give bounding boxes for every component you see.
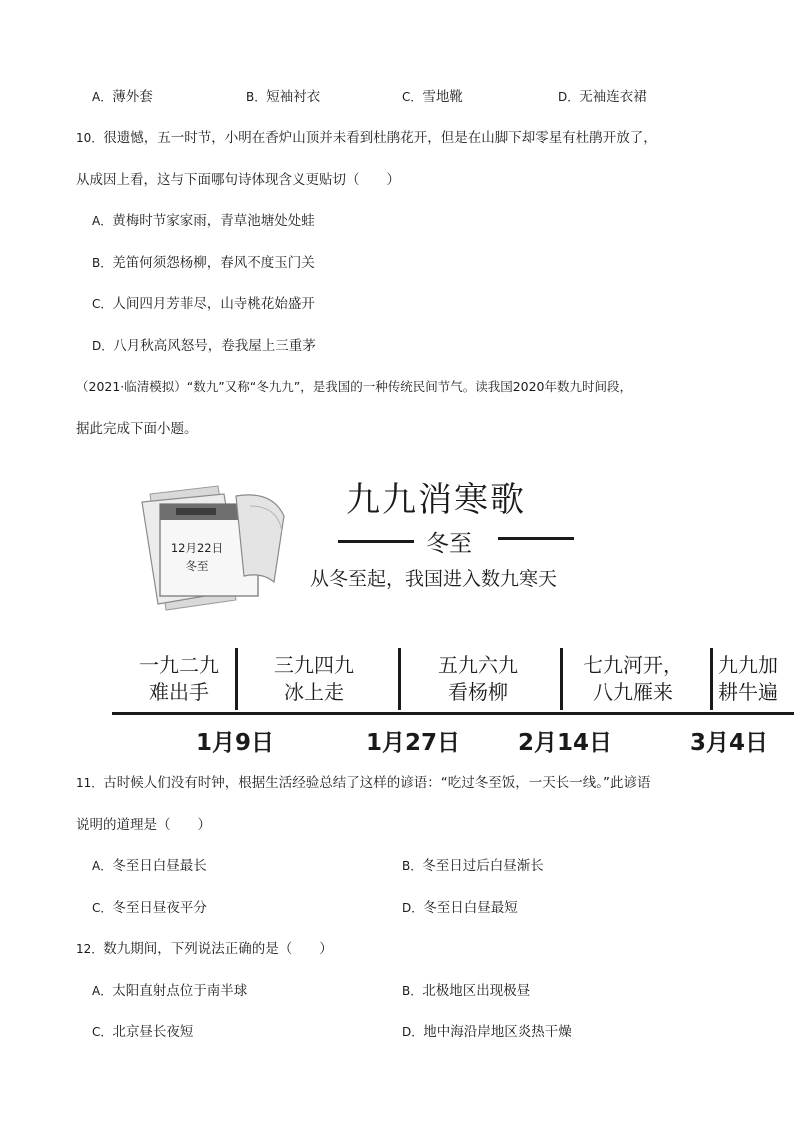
segment-line: 七九河开，: [583, 653, 683, 677]
option-text: 短袖衬衣: [266, 89, 321, 105]
option-text: 薄外套: [112, 89, 153, 105]
segment-4: [568, 652, 698, 706]
date-label: 1月27日: [366, 730, 461, 756]
option-label: D．: [558, 90, 580, 104]
q12-option-a: [92, 982, 247, 1000]
option-text: 冬至日白昼最短: [423, 900, 518, 916]
option-label: A．: [92, 214, 113, 228]
segment-divider: [710, 648, 713, 710]
segment-divider: [560, 648, 563, 710]
question-text: 数九期间，下列说法正确的是（ ）: [103, 941, 333, 957]
option-label: B．: [402, 859, 423, 873]
q10-option-b: [92, 254, 315, 272]
figure-title: 九九消寒歌: [346, 480, 526, 520]
q12-stem-line1: [76, 940, 333, 958]
option-text: 黄梅时节家家雨，青草池塘处处蛙: [112, 213, 315, 229]
date-label: 3月4日: [690, 730, 769, 756]
segment-line: 冰上走: [284, 680, 344, 704]
segment-line: 看杨柳: [448, 680, 508, 704]
q11-option-a: [92, 857, 207, 875]
jiujiu-figure: [112, 462, 794, 762]
date-label: 2月14日: [518, 730, 613, 756]
intro-line1: （2021·临清模拟）“数九”又称“冬九九”，是我国的一种传统民间节气。读我国2020年数九时间段，: [76, 379, 633, 394]
q9-option-c: [402, 88, 463, 106]
subtitle-rule-right: [498, 537, 574, 540]
q11-option-d: [402, 899, 518, 917]
option-label: D．: [92, 339, 114, 353]
option-label: B．: [402, 984, 423, 998]
intro-line2: 据此完成下面小题。: [76, 421, 198, 437]
option-label: D．: [402, 1025, 424, 1039]
option-label: C．: [92, 1025, 113, 1039]
option-text: 冬至日白昼最长: [112, 858, 207, 874]
q10-option-d: [92, 337, 316, 355]
segment-3: [412, 652, 544, 706]
segment-line: 八九雁来: [593, 680, 673, 704]
option-text: 北极地区出现极昼: [422, 983, 531, 999]
q10-option-c: [92, 295, 315, 313]
q11-option-b: [402, 857, 544, 875]
option-text: 北京昼长夜短: [112, 1024, 194, 1040]
segment-divider: [235, 648, 238, 710]
q12-option-d: [402, 1023, 572, 1041]
figure-subtitle: 冬至: [426, 531, 472, 557]
q10-stem-line2: 从成因上看，这与下面哪句诗体现含义更贴切（ ）: [76, 172, 400, 188]
segment-line: 三九四九: [274, 653, 354, 677]
question-text: 很遗憾，五一时节，小明在香炉山顶并未看到杜鹃花开，但是在山脚下却零星有杜鹃开放了，: [103, 130, 657, 146]
option-label: C．: [402, 90, 423, 104]
q11-stem-line2: 说明的道理是（ ）: [76, 817, 211, 833]
q11-option-c: [92, 899, 207, 917]
segment-divider: [398, 648, 401, 710]
segment-line: 耕牛遍: [718, 680, 778, 704]
segment-5: [718, 652, 794, 706]
q9-option-d: [558, 88, 647, 106]
question-number: 12．: [76, 942, 104, 956]
option-text: 无袖连衣裙: [579, 89, 647, 105]
segment-line: 难出手: [149, 680, 209, 704]
option-text: 羌笛何须怨杨柳，春风不度玉门关: [112, 255, 315, 271]
option-label: A．: [92, 984, 113, 998]
option-label: A．: [92, 859, 113, 873]
q9-option-b: [246, 88, 320, 106]
segment-line: 一九二九: [139, 653, 219, 677]
figure-description: 从冬至起，我国进入数九寒天: [310, 568, 558, 590]
question-number: 10．: [76, 131, 104, 145]
q10-option-a: [92, 212, 315, 230]
option-text: 冬至日昼夜平分: [112, 900, 207, 916]
question-number: 11．: [76, 776, 104, 790]
option-label: A．: [92, 90, 113, 104]
segment-2: [250, 652, 378, 706]
q12-option-c: [92, 1023, 193, 1041]
timeline-axis: [112, 712, 794, 715]
date-label: 1月9日: [196, 730, 275, 756]
segment-1: [124, 652, 234, 706]
q10-stem-line1: [76, 129, 657, 147]
segment-line: 九九加: [718, 653, 778, 677]
option-label: B．: [92, 256, 113, 270]
option-text: 冬至日过后白昼渐长: [422, 858, 544, 874]
q12-option-b: [402, 982, 530, 1000]
q9-option-a: [92, 88, 153, 106]
option-label: C．: [92, 901, 113, 915]
option-text: 雪地靴: [422, 89, 463, 105]
calendar-date: 12月22日: [170, 541, 224, 555]
segment-line: 五九六九: [438, 653, 518, 677]
option-text: 八月秋高风怒号，卷我屋上三重茅: [113, 338, 316, 354]
option-text: 人间四月芳菲尽，山寺桃花始盛开: [112, 296, 315, 312]
option-label: C．: [92, 297, 113, 311]
option-text: 地中海沿岸地区炎热干燥: [423, 1024, 572, 1040]
option-label: B．: [246, 90, 267, 104]
subtitle-rule-left: [338, 540, 414, 543]
question-text: 古时候人们没有时钟，根据生活经验总结了这样的谚语：“吃过冬至饭，一天长一线。”此谚语: [103, 775, 651, 791]
calendar-label: 冬至: [185, 559, 209, 573]
option-label: D．: [402, 901, 424, 915]
option-text: 太阳直射点位于南半球: [112, 983, 248, 999]
q11-stem-line1: [76, 774, 651, 792]
